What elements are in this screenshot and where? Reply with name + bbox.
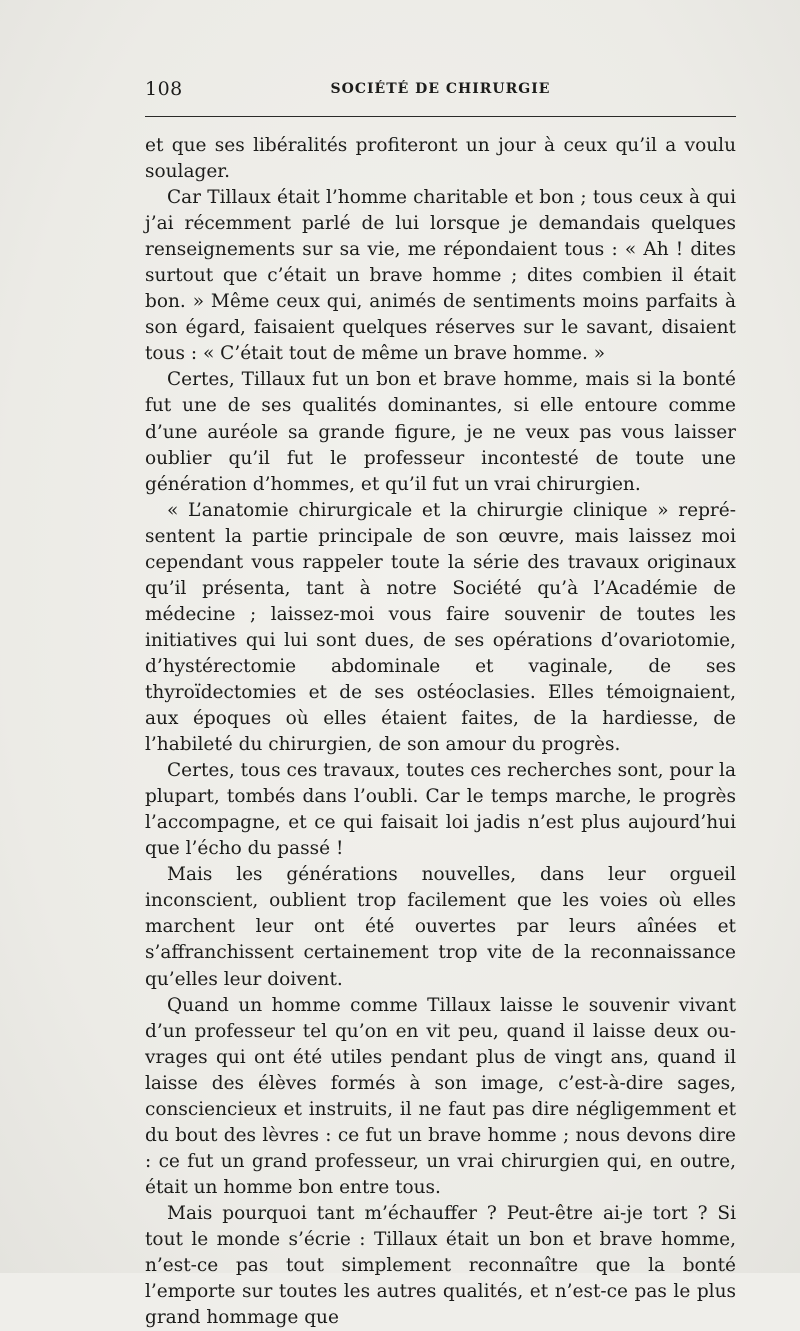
paragraph: Mais les générations nouvelles, dans leur orgueil inconscient, oublient trop facilement que les voies où elles marchent leur ont été ouvertes par leurs aînées et s’affranchissent certainement trop vite de la reconnaissance qu’elles leur doivent. [145, 864, 736, 990]
paragraph: Car Tillaux était l’homme charitable et bon ; tous ceux à qui j’ai récemment parlé de lui lorsque je demandais quelques renseignements sur sa vie, me répondaient tous : « Ah ! dites surtout que c’était un brave homme ; dites combien il était bon. » Même ceux qui, animés de sentiments moins parfaits à son égard, faisaient quelques réserves sur le savant, disaient tous : « C’était tout de même un brave homme. » [145, 187, 736, 365]
page-header [145, 78, 736, 102]
running-head: SOCIÉTÉ DE CHIRURGIE [330, 81, 551, 97]
paragraph: et que ses libéralités profiteront un jour à ceux qu’il a voulu soulager. [145, 135, 736, 183]
paragraph: Certes, tous ces travaux, toutes ces recherches sont, pour la plupart, tombés dans l’oubli. Car le temps marche, le progrès l’accompagne, et ce qui faisait loi jadis n’est plus aujourd’hui que l’écho du passé ! [145, 760, 736, 860]
paragraph: Quand un homme comme Tillaux laisse le souvenir vivant d’un professeur tel qu’on en vit peu, quand il laisse deux ouvrages qui ont été utiles pendant plus de vingt ans, quand il laisse des élèves formés à son image, c’est-à-dire sages, consciencieux et instruits, il ne faut pas dire négligemment et du bout des lèvres : ce fut un brave homme ; nous devons dire : ce fut un grand professeur, un vrai chirurgien qui, en outre, était un homme bon entre tous. [145, 994, 736, 1198]
header-rule [145, 116, 736, 117]
paragraph: « L’anatomie chirurgicale et la chirurgie clinique » représentent la partie principale de son œuvre, mais laissez moi cependant vous rappeler toute la série des travaux originaux qu’il présenta, tant à notre Société qu’à l’Académie de médecine ; laissez-moi vous faire souvenir de toutes les initiatives qui lui sont dues, de ses opérations d’ovariotomie, d’hystérectomie abdominale et vaginale, de ses thyroïdectomies et de ses ostéoclasies. Elles témoignaient, aux époques où elles étaient faites, de la hardiesse, de l’habileté du chirurgien, de son amour du progrès. [145, 499, 736, 756]
page-number: 108 [145, 78, 183, 100]
paragraph: Mais pourquoi tant m’échauffer ? Peut-être ai-je tort ? Si tout le monde s’écrie : Tillaux était un bon et brave homme, n’est-ce pas tout simplement reconnaître que la bonté l’emporte sur toutes les autres qualités, et n’est-ce pas le plus grand hommage que [145, 1202, 736, 1329]
body-text [145, 133, 736, 1331]
paragraph: Certes, Tillaux fut un bon et brave homme, mais si la bonté fut une de ses qualités dominantes, si elle entoure comme d’une auréole sa grande figure, je ne veux pas vous laisser oublier qu’il fut le professeur incontesté de toute une génération d’hommes, et qu’il fut un vrai chirurgien. [145, 369, 736, 495]
